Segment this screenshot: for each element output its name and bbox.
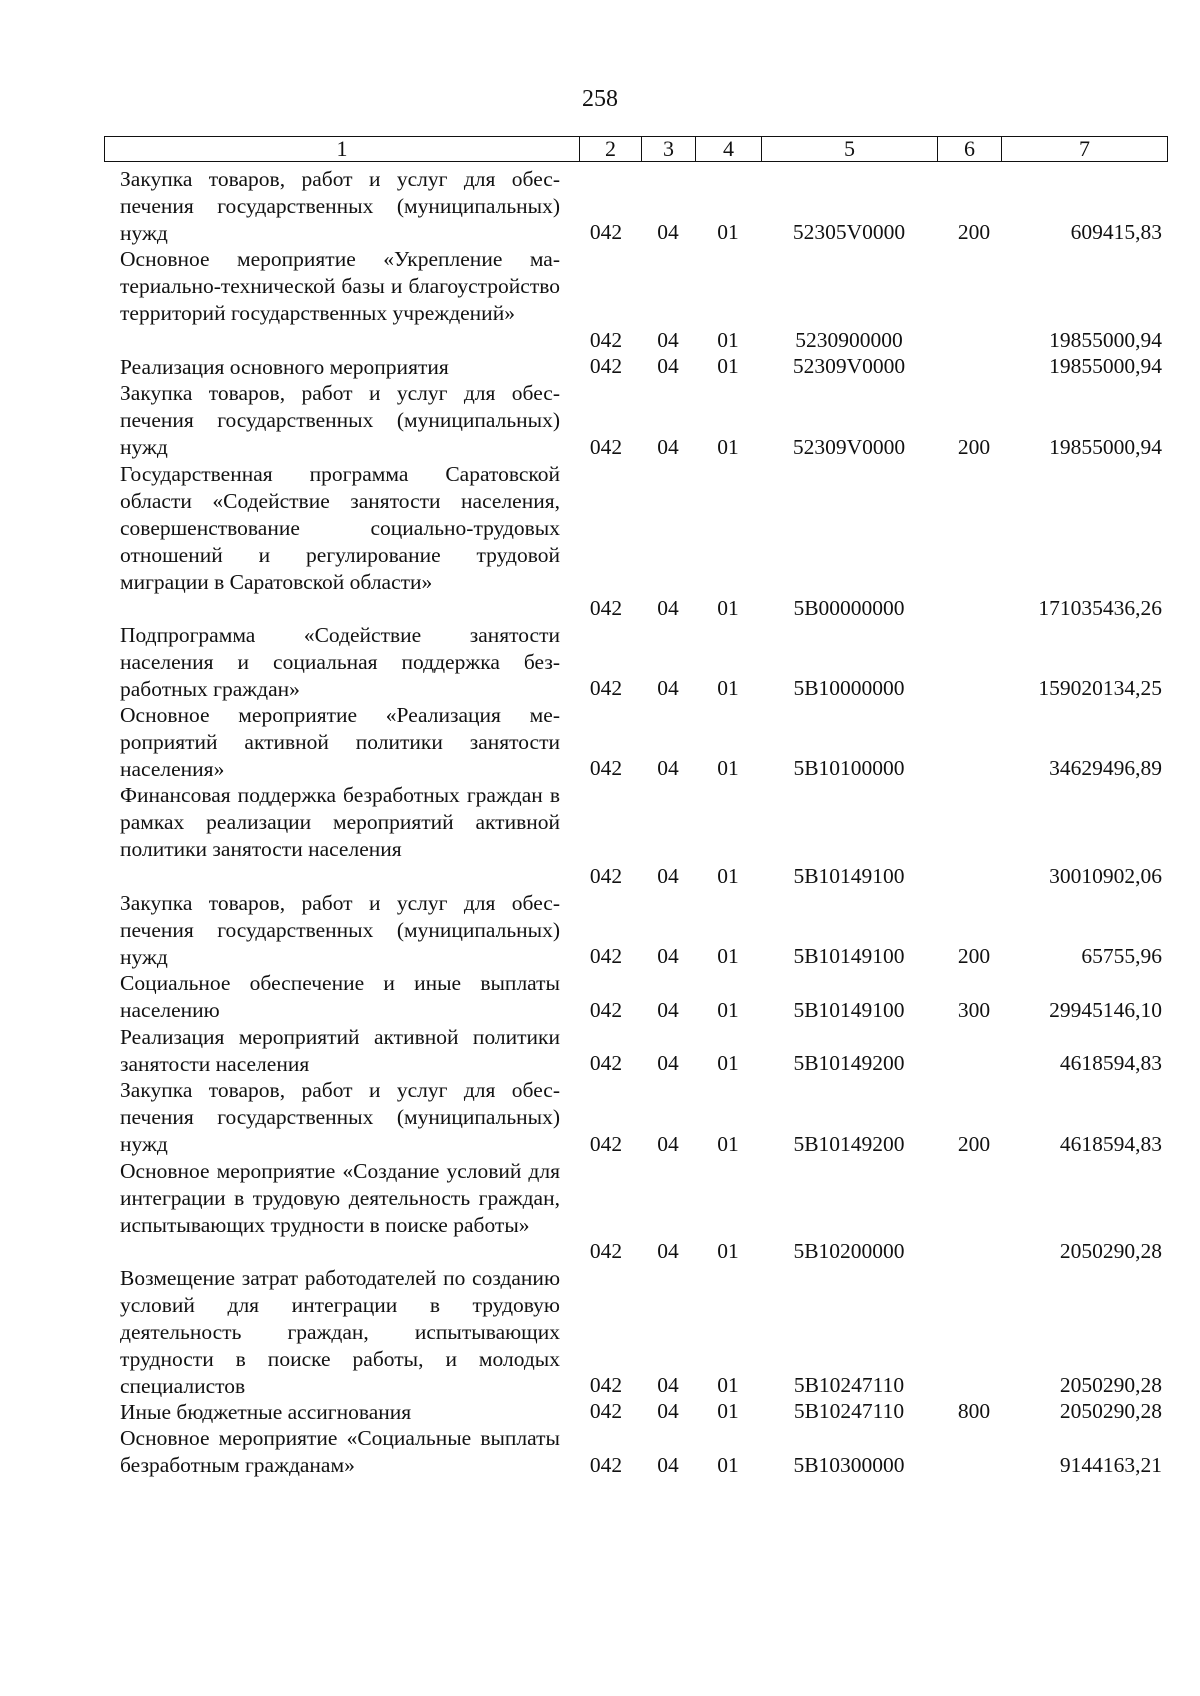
table-row [104,1024,1168,1078]
row-c2: 042 [589,220,623,245]
row-c3: 04 [657,1399,679,1424]
table-row [104,246,1168,353]
row-c5: 5В10149100 [793,997,905,1022]
row-c4: 01 [717,756,739,781]
row-c2: 042 [589,675,623,700]
row-c2: 042 [589,1238,623,1263]
row-c4: 01 [717,997,739,1022]
row-c2: 042 [589,863,623,888]
row-c3: 04 [657,1453,679,1478]
row-c5: 5В10247110 [793,1372,905,1397]
row-name: Основное мероприятие «Создание условий для интеграции в трудовую деятельность граждан, испытывающих трудности в поиске работы» [120,1158,560,1237]
table-body [104,166,1168,1479]
row-c2: 042 [589,1372,623,1397]
table-row [104,702,1168,782]
row-c5: 5В10100000 [793,756,905,781]
table-row [104,354,1168,381]
row-c5: 5В10200000 [793,1238,905,1263]
table-row [104,1425,1168,1479]
table-row [104,622,1168,702]
row-c5: 5В10000000 [793,675,905,700]
row-name: Финансовая поддержка безработных граждан в рамках реализации мероприятий активной политики занятости населения [120,783,560,862]
table-row [104,890,1168,970]
header-col-5: 5 [761,137,937,161]
row-c7: 19855000,94 [1049,327,1162,352]
row-c4: 01 [717,1399,739,1424]
header-col-2: 2 [579,137,641,161]
row-c7: 30010902,06 [1049,863,1162,888]
table-row [104,782,1168,889]
row-c3: 04 [657,1051,679,1076]
row-name: Иные бюджетные ассигнования [120,1399,412,1424]
header-col-1: 1 [336,136,348,161]
row-name: Закупка товаров, работ и услуг для обеспечения государственных (муниципальных) нужд [120,890,560,969]
row-c3: 04 [657,756,679,781]
row-c3: 04 [657,1238,679,1263]
row-c7: 2050290,28 [1059,1238,1162,1263]
row-c5: 52305V0000 [792,220,906,245]
row-c3: 04 [657,354,679,379]
row-c6: 800 [957,1399,991,1424]
row-c4: 01 [717,327,739,352]
row-c6: 200 [957,220,991,245]
row-c4: 01 [717,675,739,700]
row-c6: 200 [957,943,991,968]
row-c3: 04 [657,220,679,245]
table-row [104,1077,1168,1157]
row-c5: 5В10149100 [793,943,905,968]
table-row [104,1265,1168,1399]
row-c3: 04 [657,434,679,459]
row-c2: 042 [589,1051,623,1076]
row-c7: 19855000,94 [1049,434,1162,459]
row-c7: 65755,96 [1081,943,1162,968]
table-row [104,166,1168,246]
row-c7: 4618594,83 [1059,1051,1162,1076]
row-c4: 01 [717,434,739,459]
row-c2: 042 [589,327,623,352]
row-c7: 9144163,21 [1059,1453,1162,1478]
row-name: Закупка товаров, работ и услуг для обеспечения государственных (муниципальных) нужд [120,381,560,460]
row-c5: 5230900000 [795,327,903,352]
row-c7: 34629496,89 [1049,756,1162,781]
row-c5: 52309V0000 [792,434,906,459]
table-row [104,380,1168,460]
page-number: 258 [582,86,618,112]
row-c5: 5В10149100 [793,863,905,888]
row-c2: 042 [589,595,623,620]
row-c2: 042 [589,354,623,379]
row-name: Основное мероприятие «Реализация мероприятий активной политики занятости населения» [120,702,560,781]
row-name: Основное мероприятие «Социальные выплаты безработным гражданам» [120,1426,560,1478]
row-c4: 01 [717,1372,739,1397]
row-c3: 04 [657,595,679,620]
row-name: Закупка товаров, работ и услуг для обеспечения государственных (муниципальных) нужд [120,1078,560,1157]
row-c7: 609415,83 [1070,220,1162,245]
header-col-3: 3 [641,137,695,161]
row-c4: 01 [717,595,739,620]
row-name: Подпрограмма «Содействие занятости населения и социальная поддержка безработных граждан» [120,622,560,701]
row-c4: 01 [717,863,739,888]
row-c5: 5В10149200 [793,1051,905,1076]
row-c5: 5В10300000 [793,1453,905,1478]
row-c7: 2050290,28 [1059,1372,1162,1397]
row-c6: 300 [957,997,991,1022]
row-c5: 5В00000000 [793,595,905,620]
row-c3: 04 [657,675,679,700]
row-c7: 4618594,83 [1059,1131,1162,1156]
row-c5: 5В10247110 [793,1399,905,1424]
row-name: Основное мероприятие «Укрепление материально-технической базы и благоустройство территорий государственных учреждений» [120,247,560,326]
row-c5: 52309V0000 [792,354,906,379]
row-name: Государственная программа Саратовской области «Содействие занятости населения, совершенствование социально-трудовых отношений и регулирование трудовой миграции в Саратовской области» [120,461,560,594]
row-name: Возмещение затрат работодателей по созданию условий для интеграции в трудовую деятельность граждан, испытывающих трудности в поиске работы, и молодых специалистов [120,1265,560,1398]
row-c4: 01 [717,354,739,379]
row-c7: 159020134,25 [1038,675,1162,700]
row-name: Социальное обеспечение и иные выплаты населению [120,970,560,1022]
row-c3: 04 [657,327,679,352]
header-col-7: 7 [1001,137,1167,161]
row-c4: 01 [717,220,739,245]
row-c2: 042 [589,1453,623,1478]
row-name: Реализация мероприятий активной политики занятости населения [120,1024,560,1076]
row-c5: 5В10149200 [793,1131,905,1156]
table-row [104,1399,1168,1426]
table-row [104,1158,1168,1265]
row-c3: 04 [657,863,679,888]
row-c7: 2050290,28 [1059,1399,1162,1424]
row-name: Закупка товаров, работ и услуг для обеспечения государственных (муниципальных) нужд [120,167,560,245]
row-c4: 01 [717,943,739,968]
row-c2: 042 [589,1399,623,1424]
row-c6: 200 [957,434,991,459]
header-col-4: 4 [695,137,761,161]
row-c2: 042 [589,434,623,459]
row-c2: 042 [589,943,623,968]
row-name: Реализация основного мероприятия [120,354,449,379]
row-c7: 171035436,26 [1038,595,1162,620]
row-c2: 042 [589,997,623,1022]
table-row [104,461,1168,622]
row-c6: 200 [957,1131,991,1156]
table-row [104,970,1168,1024]
row-c2: 042 [589,1131,623,1156]
row-c3: 04 [657,997,679,1022]
header-col-6: 6 [937,137,1001,161]
row-c3: 04 [657,1372,679,1397]
row-c4: 01 [717,1453,739,1478]
row-c4: 01 [717,1051,739,1076]
row-c7: 29945146,10 [1049,997,1162,1022]
row-c3: 04 [657,1131,679,1156]
table-header [104,136,1168,162]
row-c3: 04 [657,943,679,968]
row-c7: 19855000,94 [1049,354,1162,379]
row-c4: 01 [717,1238,739,1263]
row-c2: 042 [589,756,623,781]
row-c4: 01 [717,1131,739,1156]
